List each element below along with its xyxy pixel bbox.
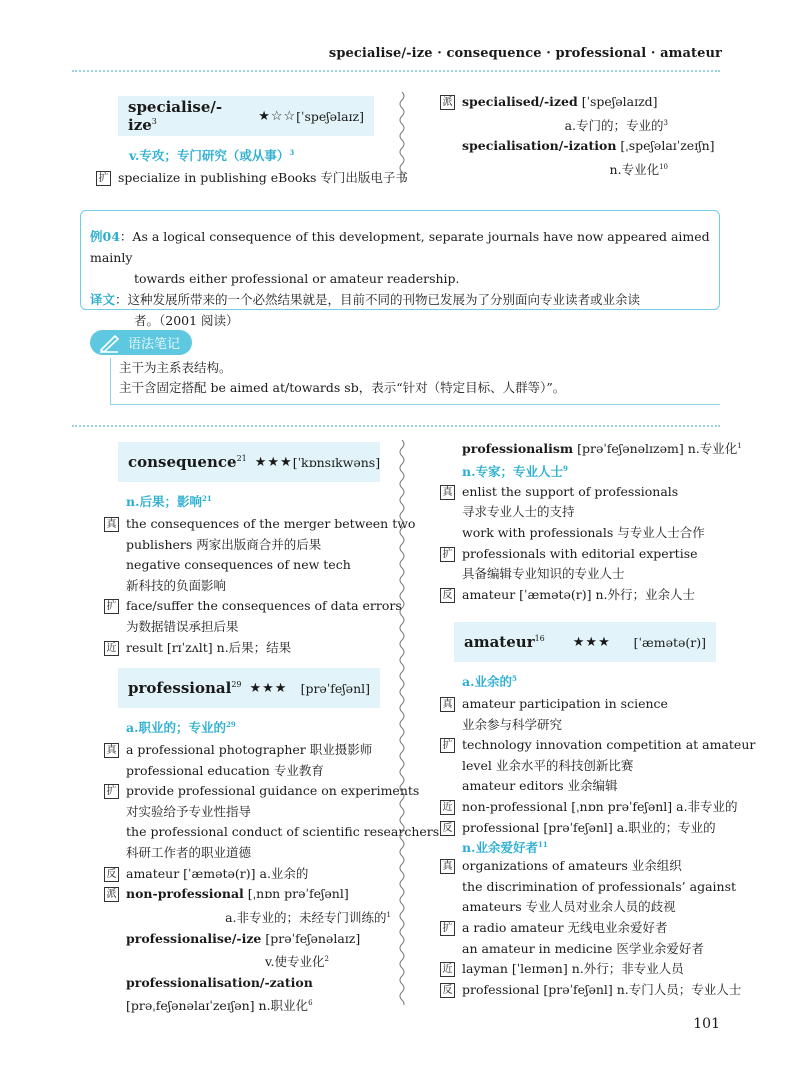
list-item: an amateur in medicine 医学业余爱好者 — [462, 940, 704, 956]
example-en-2: towards either professional or amateur readership. — [134, 271, 460, 286]
frequency-stars: ★★★ — [254, 454, 293, 470]
list-item: 反 professional [prəˈfeʃənl] n.专门人员；专业人士 — [440, 980, 730, 1001]
tag-icon: 扩 — [440, 738, 455, 753]
list-item: professionalism [prəˈfeʃənəlɪzəm] n.专业化$^1$ — [462, 441, 742, 457]
tag-icon: 反 — [440, 821, 455, 836]
grammar-body — [110, 358, 720, 405]
entry-amateur — [440, 622, 756, 1000]
entry-specialised — [440, 92, 730, 181]
list-item: 真 enlist the support of professionals — [440, 482, 730, 503]
list-item: 业余参与科学研究 — [462, 716, 563, 732]
list-item: amateurs 专业人员对业余人员的歧视 — [462, 899, 676, 915]
tag-icon: 扩 — [96, 171, 111, 186]
list-item: [prəˌfeʃənəlaɪˈzeɪʃən] n.职业化$^6$ — [126, 998, 313, 1014]
column-divider — [398, 440, 406, 1005]
list-item: professionalisation/-zation — [126, 974, 313, 990]
tag-icon: 反 — [104, 867, 119, 882]
sense: n.专家；专业人士$^9$ — [462, 463, 568, 479]
phonetic: [ˈkɒnsɪkwəns] — [292, 454, 381, 470]
sense: a.职业的；专业的$^{29}$ — [126, 719, 236, 735]
frequency-stars: ★★★ — [249, 680, 288, 696]
list-item: 科研工作者的职业道德 — [126, 844, 252, 860]
headword-box — [118, 96, 374, 136]
list-item: 反 professional [prəˈfeʃənl] a.职业的；专业的 — [440, 818, 730, 839]
tag-icon: 反 — [440, 983, 455, 998]
list-item: 近 result [rɪˈzʌlt] n.后果；结果 — [104, 638, 394, 659]
headword: specialise/-ize$^3$ — [128, 98, 223, 134]
example-en-1: 例04：As a logical consequence of this development, separate journals have now appeared aimed mainly — [90, 229, 710, 265]
list-item: professionalise/-ize [prəˈfeʃənəlaɪz] — [126, 930, 361, 946]
list-item: v.使专业化$^2$ — [264, 954, 329, 970]
phonetic: [ˈspeʃəlaɪz] — [296, 108, 364, 124]
running-header: specialise/-ize · consequence · professional · amateur — [328, 46, 722, 61]
phonetic: [ˈæmətə(r)] — [633, 634, 706, 650]
tag-icon: 真 — [440, 485, 455, 500]
list-item: 近 non-professional [ˌnɒn prəˈfeʃənl] a.非专业的 — [440, 797, 730, 818]
example-text — [90, 226, 715, 331]
tag-icon: 真 — [104, 743, 119, 758]
headword-box — [118, 668, 380, 708]
list-item: 扩 technology innovation competition at amateur — [440, 735, 730, 756]
list-item: 真 amateur participation in science — [440, 694, 730, 715]
list-item: the professional conduct of scientific researchers — [126, 824, 440, 840]
list-item: 扩 provide professional guidance on experiments — [104, 781, 399, 802]
list-item: 真 the consequences of the merger between two — [104, 514, 394, 535]
list-item: 为数据错误承担后果 — [126, 618, 239, 634]
example-list — [104, 740, 440, 884]
entry-consequence — [104, 442, 416, 658]
page-number: 101 — [693, 1016, 720, 1032]
frequency-stars: ★★★ — [572, 634, 611, 650]
list-item: 扩 specialize in publishing eBooks 专门出版电子书 — [96, 168, 398, 189]
list-item: negative consequences of new tech — [126, 557, 351, 573]
headword: amateur$^{16}$ — [464, 633, 545, 651]
list-item: n.专业化$^{10}$ — [609, 162, 668, 178]
tag-icon: 扩 — [440, 921, 455, 936]
entry-professional — [104, 668, 440, 1017]
example-list — [440, 856, 742, 1000]
list-item: 扩 professionals with editorial expertise — [440, 544, 730, 565]
tag-icon: 扩 — [104, 784, 119, 799]
grammar-line: 主干含固定搭配 be aimed at/towards sb，表示“针对（特定目标、人群等）”。 — [119, 380, 566, 395]
headword: professional$^{29}$ — [128, 679, 242, 697]
sense: n.业余爱好者$^{11}$ — [462, 840, 548, 856]
phonetic: [prəˈfeʃənl] — [300, 680, 370, 696]
sense: a.业余的$^5$ — [462, 673, 517, 689]
list-item: publishers 两家出版商合并的后果 — [126, 536, 322, 552]
list-item: 反 amateur [ˈæmətə(r)] a.业余的 — [104, 864, 399, 885]
tag-icon: 近 — [440, 962, 455, 977]
list-item: professional education 专业教育 — [126, 762, 324, 778]
list-item: the discrimination of professionals’ against — [462, 878, 737, 894]
grammar-label: 语法笔记 — [90, 330, 192, 355]
list-item: specialisation/-ization [ˌspeʃəlaɪˈzeɪʃn] — [462, 138, 715, 154]
tag-icon: 近 — [440, 800, 455, 815]
headword-box — [118, 442, 380, 482]
list-item: a.专门的；专业的$^3$ — [564, 117, 668, 133]
sense: n.后果；影响$^{21}$ — [126, 493, 212, 509]
column-divider — [398, 92, 406, 182]
tag-icon: 派 — [104, 887, 119, 902]
tag-icon: 扩 — [104, 599, 119, 614]
list-item: 真 organizations of amateurs 业余组织 — [440, 856, 730, 877]
example-zh-2: 者。（2001 阅读） — [134, 313, 239, 328]
list-item: a.非专业的；未经专门训练的$^1$ — [225, 909, 391, 925]
example-zh-1: 译文：这种发展所带来的一个必然结果就是，目前不同的刊物已发展为了分别面向专业读者或业余读 — [90, 292, 641, 307]
tag-icon: 派 — [440, 95, 455, 110]
entry-specialise — [98, 96, 408, 189]
list-item: 新科技的负面影响 — [126, 577, 227, 593]
list-item: amateur editors 业余编辑 — [462, 778, 618, 794]
tag-icon: 反 — [440, 588, 455, 603]
pen-icon — [98, 333, 122, 353]
tag-icon: 真 — [440, 697, 455, 712]
list-item: 派 specialised/-ized [ˈspeʃəlaɪzd] — [440, 92, 730, 113]
example-list — [440, 694, 756, 838]
tag-icon: 真 — [104, 517, 119, 532]
headword: consequence$^{21}$ — [128, 453, 247, 471]
section-rule — [72, 425, 720, 427]
sense: v.专攻；专门研究（或从事）$^3$ — [129, 147, 295, 163]
list-item: 对实验给予专业性指导 — [126, 803, 252, 819]
headword-box — [454, 622, 716, 662]
tag-icon: 近 — [104, 641, 119, 656]
grammar-note — [90, 330, 720, 410]
list-item: 真 a professional photographer 职业摄影师 — [104, 740, 399, 761]
tag-icon: 扩 — [440, 547, 455, 562]
list-item: 寻求专业人士的支持 — [462, 504, 575, 520]
list-item: work with professionals 与专业人士合作 — [462, 524, 705, 540]
example-list — [104, 514, 416, 658]
list-item: 扩 a radio amateur 无线电业余爱好者 — [440, 918, 730, 939]
list-item: 具备编辑专业知识的专业人士 — [462, 566, 625, 582]
tag-icon: 真 — [440, 859, 455, 874]
entry-professional-right — [440, 436, 742, 605]
list-item: 扩 face/suffer the consequences of data errors — [104, 596, 394, 617]
list-item: 近 layman [ˈleɪmən] n.外行；非专业人员 — [440, 959, 730, 980]
frequency-stars: ★☆☆ — [258, 108, 297, 124]
list-item: level 业余水平的科技创新比赛 — [462, 757, 634, 773]
header-rule — [72, 70, 720, 72]
grammar-line: 主干为主系表结构。 — [119, 360, 232, 375]
example-list — [440, 482, 730, 606]
list-item: 反 amateur [ˈæmətə(r)] n.外行；业余人士 — [440, 585, 730, 606]
list-item: 派 non-professional [ˌnɒn prəˈfeʃənl] — [104, 884, 399, 905]
